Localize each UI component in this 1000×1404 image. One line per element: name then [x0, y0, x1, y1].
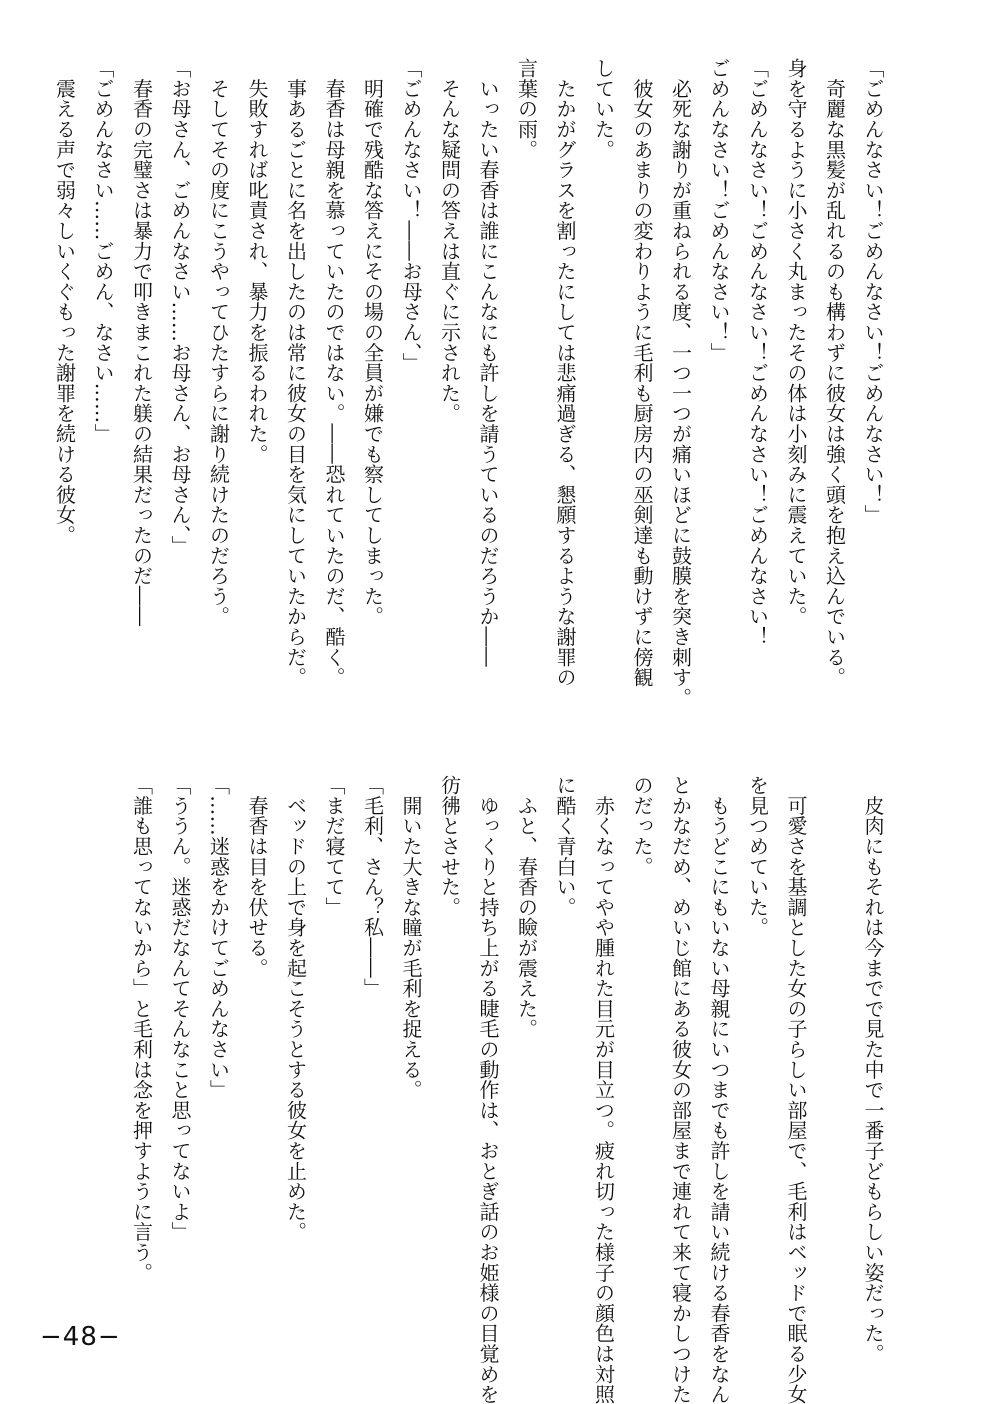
- text-line: たかがグラスを割ったにしては悲痛過ぎる、懇願するような謝罪の: [553, 58, 577, 688]
- text-line: ふと、春香の瞼が震えた。: [514, 775, 539, 1039]
- text-line: 赤くなってやや腫れた目元が目立つ。疲れ切った様子の顔色は対照: [591, 775, 616, 1404]
- text-block-upper: [52, 58, 892, 708]
- text-line: 「まだ寝てて」: [322, 775, 346, 918]
- text-line: もうどこにもいない母親にいつまでも許しを請い続ける春香をなん: [707, 775, 731, 1404]
- text-line: に酷く青白い。: [553, 775, 577, 918]
- blank-line: [815, 775, 854, 1335]
- text-line: 「ごめんなさい！ごめんなさい！ごめんなさい！」: [861, 58, 885, 525]
- text-line: 必死な謝りが重ねられる度、一つ一つが痛いほどに鼓膜を突き刺す。: [668, 58, 693, 708]
- text-line: 「ごめんなさい！――お母さん、」: [399, 58, 423, 373]
- text-line: 「誰も思ってないから」と毛利は念を押すように言う。: [129, 775, 154, 1283]
- text-line: そしてその度にこうやってひたすらに謝り続けたのだろう。: [206, 58, 231, 627]
- text-line: 「ごめんなさい……ごめん、なさい……」: [91, 58, 115, 444]
- text-line: 失敗すれば叱責され、暴力を振るわれた。: [245, 58, 269, 464]
- text-line: 明確で残酷な答えにその場の全員が嫌でも察してしまった。: [360, 58, 385, 627]
- text-line: 春香は目を伏せる。: [245, 775, 269, 978]
- text-line: 可愛さを基調とした女の子らしい部屋で、毛利はベッドで眠る少女: [784, 775, 808, 1404]
- text-line: 震える声で弱々しいくぐもった謝罪を続ける彼女。: [52, 58, 77, 546]
- text-line: 「……迷惑をかけてごめんなさい」: [206, 775, 231, 1100]
- text-line: 「毛利、さん？私――」: [360, 775, 385, 999]
- text-block-lower: [129, 775, 892, 1404]
- text-line: 身を守るように小さく丸まったその体は小刻みに震えていた。: [784, 58, 808, 627]
- text-line: 彷彿とさせた。: [437, 775, 462, 918]
- page-number: −48−: [40, 1322, 121, 1352]
- text-line: 奇麗な黒髪が乱れるのも構わずに彼女は強く頭を抱え込んでいる。: [822, 58, 847, 688]
- text-line: 春香は母親を慕っていたのではない。――恐れていたのだ、酷く。: [322, 58, 346, 688]
- text-line: いったい春香は誰にこんなにも許しを請うているのだろうか――: [476, 58, 500, 667]
- text-line: 春香の完璧さは暴力で叩きまこれた躾の結果だったのだ――: [129, 58, 154, 627]
- text-line: 彼女のあまりの変わりように毛利も厨房内の巫剣達も動けずに傍観: [630, 58, 654, 688]
- text-line: 「お母さん、ごめんなさい……お母さん、お母さん、」: [168, 58, 192, 556]
- text-line: を見つめていた。: [745, 775, 770, 938]
- text-line: 事あるごとに名を出したのは常に彼女の目を気にしていたからだ。: [283, 58, 308, 688]
- text-line: 言葉の雨。: [514, 58, 539, 160]
- text-line: 皮肉にもそれは今までで見た中で一番子どもらしい姿だった。: [861, 775, 885, 1364]
- text-line: そんな疑問の答えは直ぐに示された。: [437, 58, 462, 424]
- text-line: ベッドの上で身を起こそうとする彼女を止めた。: [283, 775, 308, 1242]
- text-line: ゆっくりと持ち上がる睫毛の動作は、おとぎ話のお姫様の目覚めを: [476, 775, 500, 1404]
- text-line: のだった。: [630, 775, 654, 877]
- text-line: していた。: [591, 58, 616, 160]
- text-line: とかなだめ、めいじ館にある彼女の部屋まで連れて来て寝かしつけた: [668, 775, 693, 1404]
- text-line: 開いた大きな瞳が毛利を捉える。: [399, 775, 423, 1100]
- text-line: 「ううん。迷惑だなんてそんなこと思ってないよ」: [168, 775, 192, 1242]
- text-line: 「ごめんなさい！ごめんなさい！ごめんなさい！ごめんなさい！: [745, 58, 770, 647]
- text-line: ごめんなさい！ごめんなさい！」: [707, 58, 731, 363]
